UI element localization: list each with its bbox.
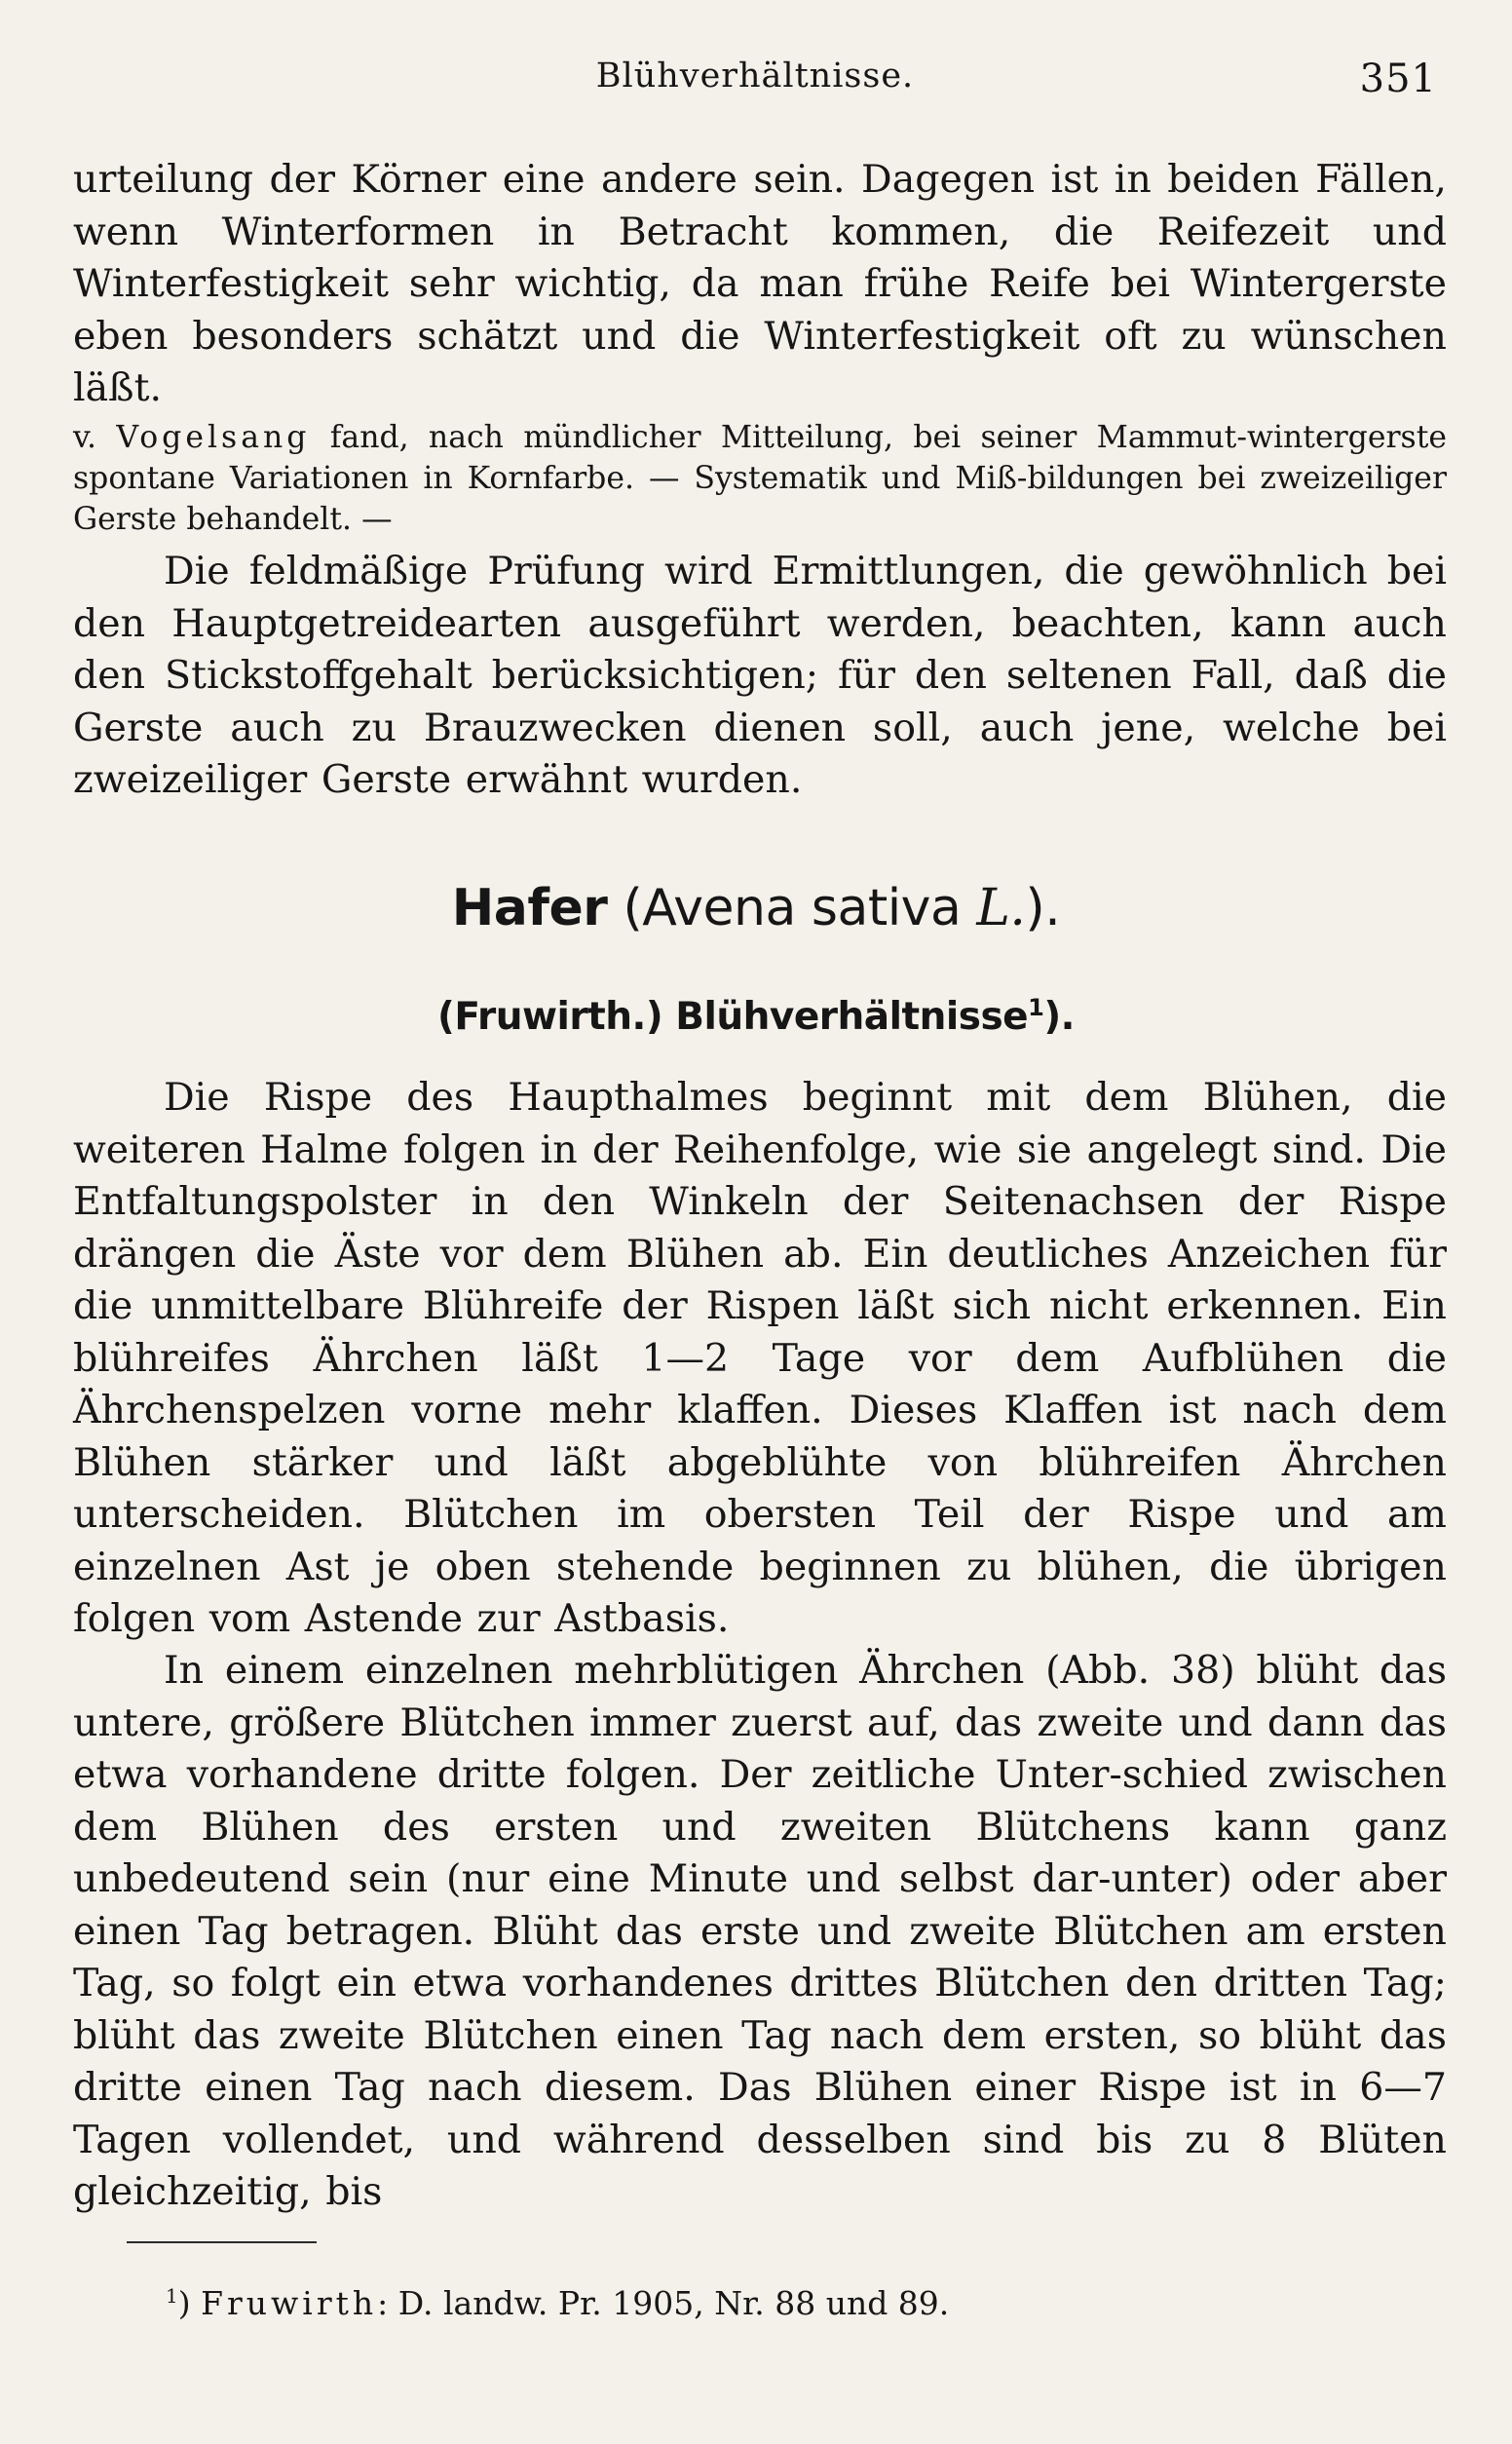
section-subheading bbox=[0, 994, 1512, 1039]
paragraph-text: Die feldmäßige Prüfung wird Ermittlungen, die gewöhnlich bei den Hauptgetreidearten ausgeführt werden, beachten, kann auch den Stickstoffgehalt berücksichtigen; für den seltenen Fall, daß die Gerste auch zu Brauzwecken dienen soll, auch jene, welche bei zweizeiliger Gerste erwähnt wurden. bbox=[73, 549, 1447, 802]
paragraph-continuation bbox=[73, 154, 1447, 415]
section-heading-author: L. bbox=[976, 879, 1026, 937]
paragraph-text: urteilung der Körner eine andere sein. Dagegen ist in beiden Fällen, wenn Winterformen in Betracht kommen, die Reifezeit und Winterfestigkeit sehr wichtig, da man frühe Reife bei Wintergerste eben besonders schätzt und die Winterfestigkeit oft zu wünschen läßt. bbox=[73, 157, 1447, 410]
footnote bbox=[166, 2275, 949, 2324]
footnote-author: Fruwirth bbox=[201, 2284, 378, 2322]
note-prefix: v. bbox=[73, 420, 97, 455]
section-subheading-text: (Fruwirth.) Blühverhältnisse bbox=[437, 995, 1029, 1039]
page-number: 351 bbox=[1359, 57, 1437, 101]
paragraph-spikelet bbox=[73, 1645, 1447, 2219]
footnote-marker: 1 bbox=[166, 2284, 178, 2308]
paragraph-field-testing bbox=[73, 546, 1447, 807]
small-print-note bbox=[73, 417, 1447, 540]
footnote-reference: 1 bbox=[1028, 994, 1044, 1021]
running-head bbox=[73, 57, 1437, 105]
note-author: Vogelsang bbox=[116, 420, 311, 455]
footnote-text: : D. landw. Pr. 1905, Nr. 88 und 89. bbox=[377, 2284, 950, 2322]
paragraph-text: In einem einzelnen mehrblütigen Ährchen (Abb. 38) blüht das untere, größere Blütchen immer zuerst auf, das zweite und dann das etwa vorhandene dritte folgen. Der zeitliche Unter-schied zwischen dem Blühen des ersten und zweiten Blütchens kann ganz unbedeutend sein (nur eine Minute und selbst dar-unter) oder aber einen Tag betragen. Blüht das erste und zweite Blütchen am ersten Tag, so folgt ein etwa vorhandenes drittes Blütchen den dritten Tag; blüht das zweite Blütchen einen Tag nach dem ersten, so blüht das dritte einen Tag nach diesem. Das Blühen einer Rispe ist in 6—7 Tagen vollendet, und während desselben sind bis zu 8 Blüten gleichzeitig, bis bbox=[73, 1648, 1447, 2214]
section-heading-bold: Hafer bbox=[451, 879, 608, 937]
small-print-note-text bbox=[73, 417, 1447, 540]
section-heading-close: ). bbox=[1025, 879, 1061, 937]
paragraph-text: Die Rispe des Haupthalmes beginnt mit dem Blühen, die weiteren Halme folgen in der Reihenfolge, wie sie angelegt sind. Die Entfaltungspolster in den Winkeln der Seitenachsen der Rispe drängen die Äste vor dem Blühen ab. Ein deutliches Anzeichen für die unmittelbare Blühreife der Rispen läßt sich nicht erkennen. Ein blühreifes Ährchen läßt 1—2 Tage vor dem Aufblühen die Ährchenspelzen vorne mehr klaffen. Dieses Klaffen ist nach dem Blühen stärker und läßt abgeblühte von blühreifen Ährchen unterscheiden. Blütchen im obersten Teil der Rispe und am einzelnen Ast je oben stehende beginnen zu blühen, die übrigen folgen vom Astende zur Astbasis. bbox=[73, 1075, 1447, 1641]
section-heading-open: (Avena sativa bbox=[607, 879, 977, 937]
section-subheading-close: ). bbox=[1043, 995, 1075, 1039]
note-rest: fand, nach mündlicher Mitteilung, bei seiner Mammut-wintergerste spontane Variationen in Kornfarbe. — Systematik und Miß-bildungen bei zweizeiliger Gerste behandelt. — bbox=[73, 420, 1447, 537]
footnote-divider bbox=[127, 2241, 317, 2243]
section-heading bbox=[0, 879, 1512, 937]
paragraph-panicle bbox=[73, 1072, 1447, 1646]
running-head-title: Blühverhältnisse. bbox=[595, 57, 915, 95]
footnote-marker-close: ) bbox=[177, 2284, 191, 2322]
